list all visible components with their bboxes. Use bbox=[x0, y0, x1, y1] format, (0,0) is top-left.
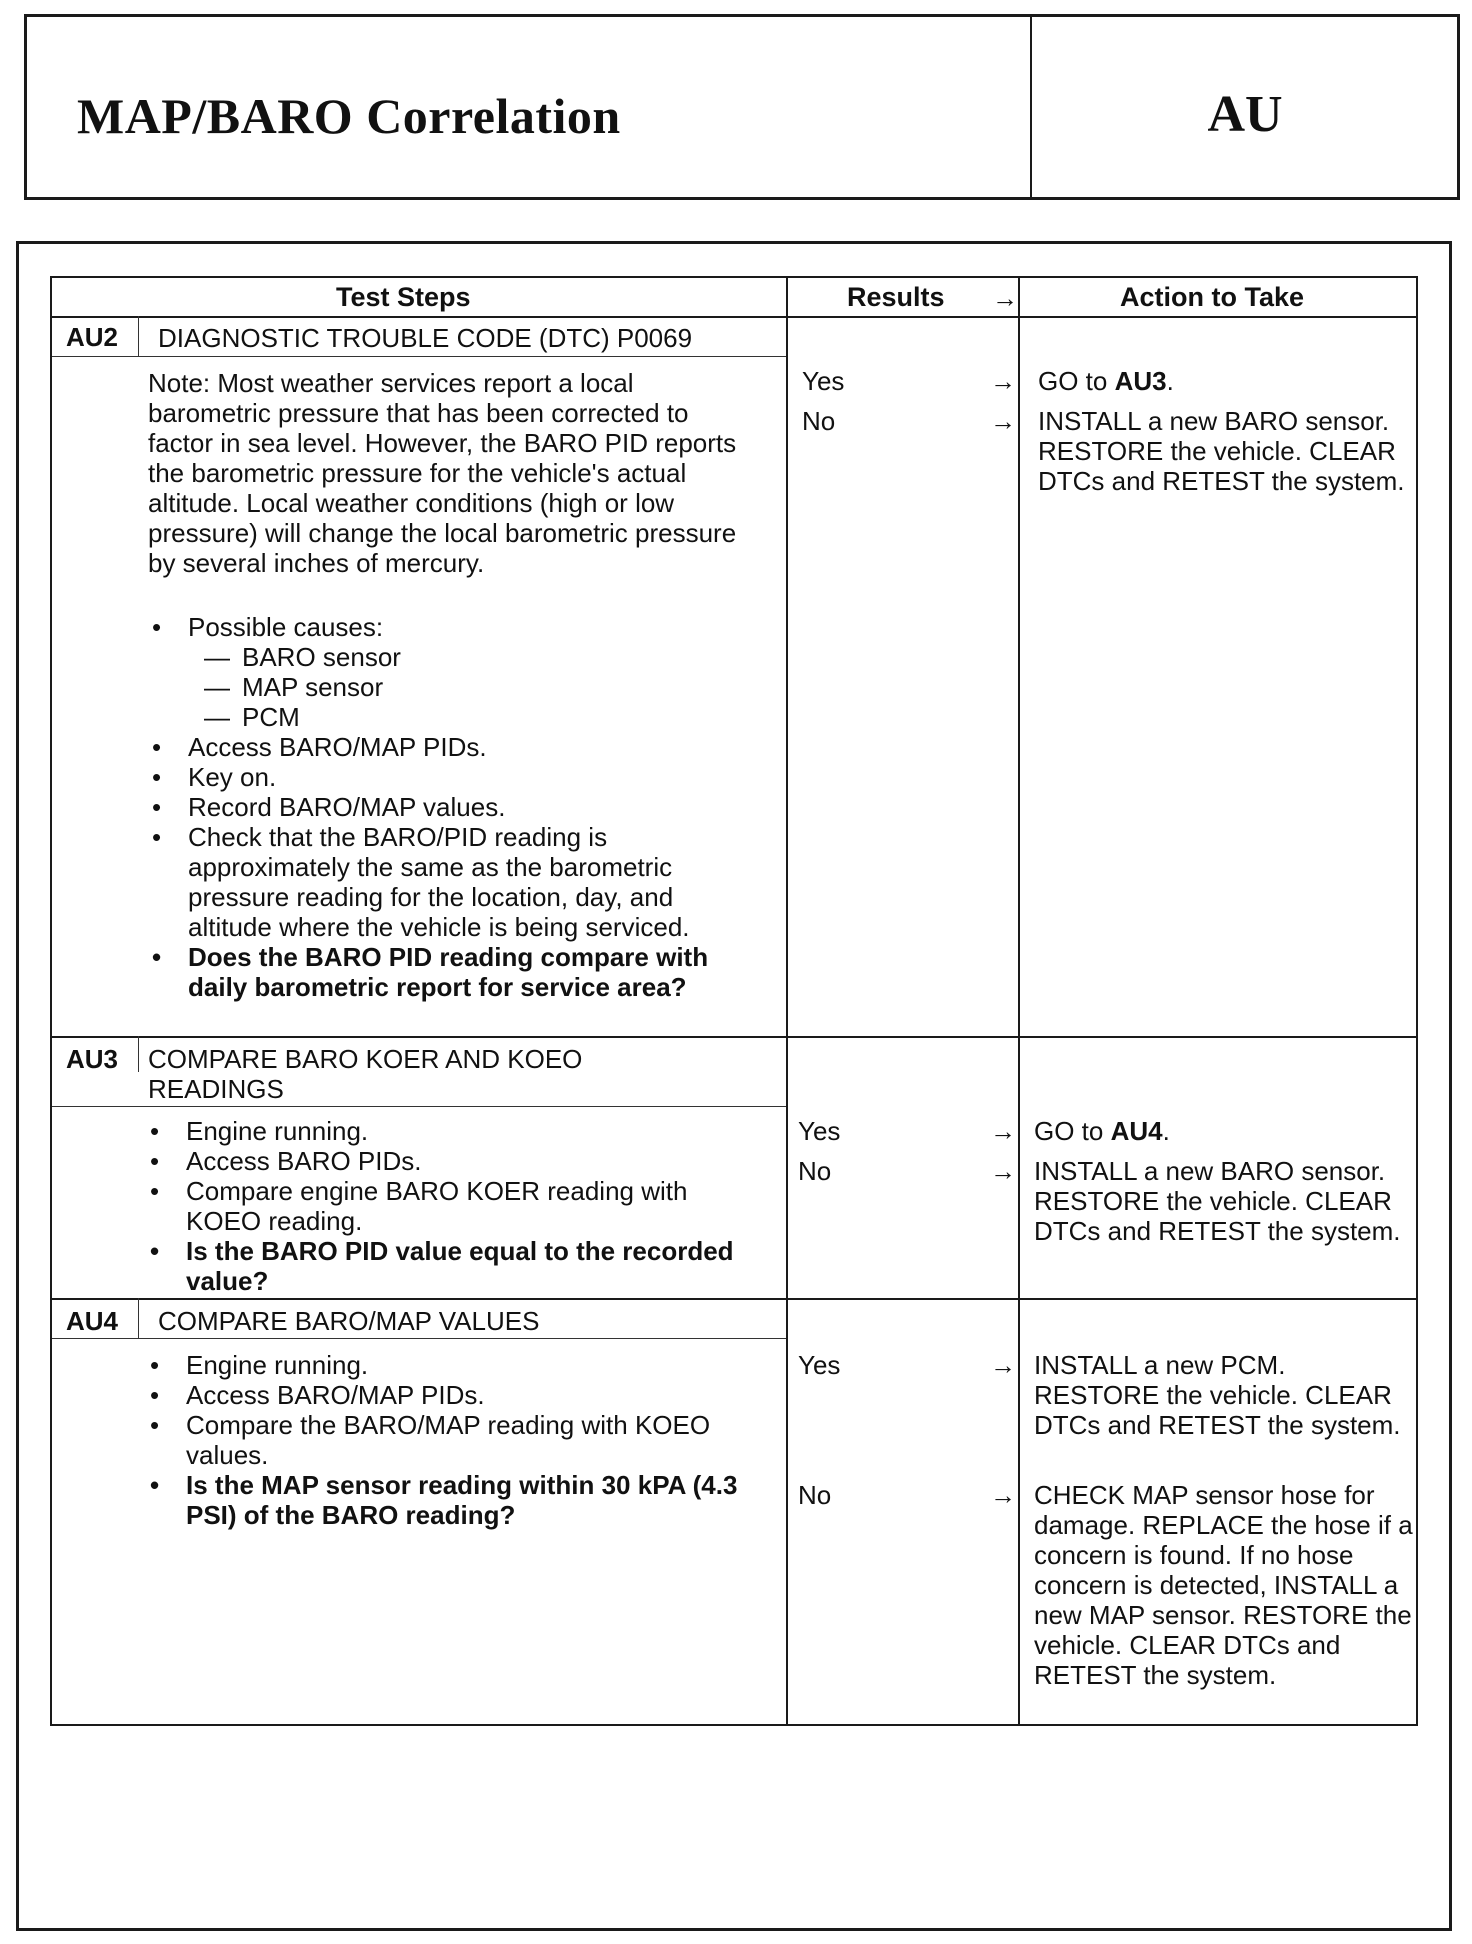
step-title-rule bbox=[52, 1338, 786, 1339]
title-box bbox=[24, 14, 1460, 200]
result-arrow: → bbox=[990, 1350, 1016, 1380]
action-text bbox=[1038, 366, 1418, 396]
step-id-divider bbox=[138, 316, 139, 356]
step-rule bbox=[52, 1036, 1416, 1038]
result-arrow: → bbox=[990, 366, 1016, 396]
step-id: AU3 bbox=[66, 1044, 119, 1074]
action-suffix: . bbox=[1166, 366, 1174, 396]
list-item: • Access BARO/MAP PIDs. bbox=[148, 732, 748, 762]
action-prefix: GO to bbox=[1038, 366, 1115, 396]
page-title: MAP/BARO Correlation bbox=[77, 88, 621, 144]
step-id: AU4 bbox=[66, 1306, 119, 1336]
step-reference: AU3 bbox=[1114, 366, 1167, 396]
list-item: • Engine running. bbox=[146, 1350, 762, 1380]
list-item: • Compare engine BARO KOER reading with KOEO reading. bbox=[146, 1176, 746, 1236]
column-divider-action bbox=[1018, 278, 1020, 1724]
step-bullet-list bbox=[148, 612, 748, 1002]
step-note: Note: Most weather services report a local barometric pressure that has been corrected to factor in sea level. However, the BARO PID reports the barometric pressure for the vehicle's actual altitude. Local weather conditions (high or low pressure) will change the local barometric pressure by several inches of mercury. bbox=[148, 368, 737, 578]
step-reference: AU4 bbox=[1110, 1116, 1163, 1146]
list-item: • Key on. bbox=[148, 762, 748, 792]
result-yes: Yes bbox=[798, 1350, 841, 1380]
header-action: Action to Take bbox=[1120, 282, 1305, 312]
action-text: CHECK MAP sensor hose for damage. REPLACE the hose if a concern is found. If no hose concern is detected, INSTALL a new MAP sensor. RESTORE the vehicle. CLEAR DTCs and RETEST the system. bbox=[1034, 1480, 1413, 1690]
list-item: • Record BARO/MAP values. bbox=[148, 792, 748, 822]
result-arrow: → bbox=[990, 1480, 1016, 1510]
list-item: • Engine running. bbox=[146, 1116, 746, 1146]
causes-list bbox=[188, 642, 748, 732]
action-text: INSTALL a new BARO sensor. RESTORE the vehicle. CLEAR DTCs and RETEST the system. bbox=[1034, 1156, 1401, 1246]
list-item bbox=[148, 612, 748, 732]
list-item: • Compare the BARO/MAP reading with KOEO values. bbox=[146, 1410, 762, 1470]
header-results: Results bbox=[847, 282, 945, 312]
result-no: No bbox=[798, 1480, 832, 1510]
step-id-divider bbox=[138, 1298, 139, 1338]
result-arrow: → bbox=[990, 406, 1016, 436]
possible-causes-label: Possible causes: bbox=[188, 612, 384, 642]
result-no: No bbox=[798, 1156, 832, 1186]
header-rule bbox=[52, 316, 1416, 318]
step-question: • Is the BARO PID value equal to the recorded value? bbox=[146, 1236, 746, 1296]
list-item: — PCM bbox=[188, 702, 748, 732]
result-arrow: → bbox=[990, 1156, 1016, 1186]
action-prefix: GO to bbox=[1034, 1116, 1111, 1146]
list-item: — BARO sensor bbox=[188, 642, 748, 672]
action-text: INSTALL a new PCM. RESTORE the vehicle. CLEAR DTCs and RETEST the system. bbox=[1034, 1350, 1401, 1440]
step-rule bbox=[52, 1298, 1416, 1300]
result-arrow: → bbox=[990, 1116, 1016, 1146]
list-item: — MAP sensor bbox=[188, 672, 748, 702]
list-item: • Check that the BARO/PID reading is approximately the same as the barometric pressure reading for the location, day, and altitude where the vehicle is being serviced. bbox=[148, 822, 748, 942]
action-text: INSTALL a new BARO sensor. RESTORE the vehicle. CLEAR DTCs and RETEST the system. bbox=[1038, 406, 1405, 496]
action-text bbox=[1034, 1116, 1414, 1146]
section-code: AU bbox=[1207, 86, 1283, 143]
step-bullet-list bbox=[146, 1350, 762, 1530]
list-item: • Access BARO/MAP PIDs. bbox=[146, 1380, 762, 1410]
step-title-rule bbox=[52, 356, 786, 357]
step-question: • Does the BARO PID reading compare with daily barometric report for service area? bbox=[148, 942, 748, 1002]
header-test-steps: Test Steps bbox=[336, 282, 471, 312]
step-title: COMPARE BARO KOER AND KOEO READINGS bbox=[148, 1044, 583, 1104]
result-no: No bbox=[802, 406, 836, 436]
step-id-divider bbox=[138, 1036, 139, 1072]
step-bullet-list bbox=[146, 1116, 746, 1296]
step-title: DIAGNOSTIC TROUBLE CODE (DTC) P0069 bbox=[158, 323, 693, 353]
action-suffix: . bbox=[1162, 1116, 1170, 1146]
result-yes: Yes bbox=[798, 1116, 841, 1146]
step-question: • Is the MAP sensor reading within 30 kPA (4.3 PSI) of the BARO reading? bbox=[146, 1470, 762, 1530]
header-arrow: → bbox=[992, 283, 1018, 313]
column-divider-results bbox=[786, 278, 788, 1724]
result-yes: Yes bbox=[802, 366, 845, 396]
diagnostic-table bbox=[50, 276, 1418, 1726]
step-title-rule bbox=[52, 1106, 786, 1107]
list-item: • Access BARO PIDs. bbox=[146, 1146, 746, 1176]
step-id: AU2 bbox=[66, 322, 119, 352]
step-title: COMPARE BARO/MAP VALUES bbox=[158, 1306, 540, 1336]
